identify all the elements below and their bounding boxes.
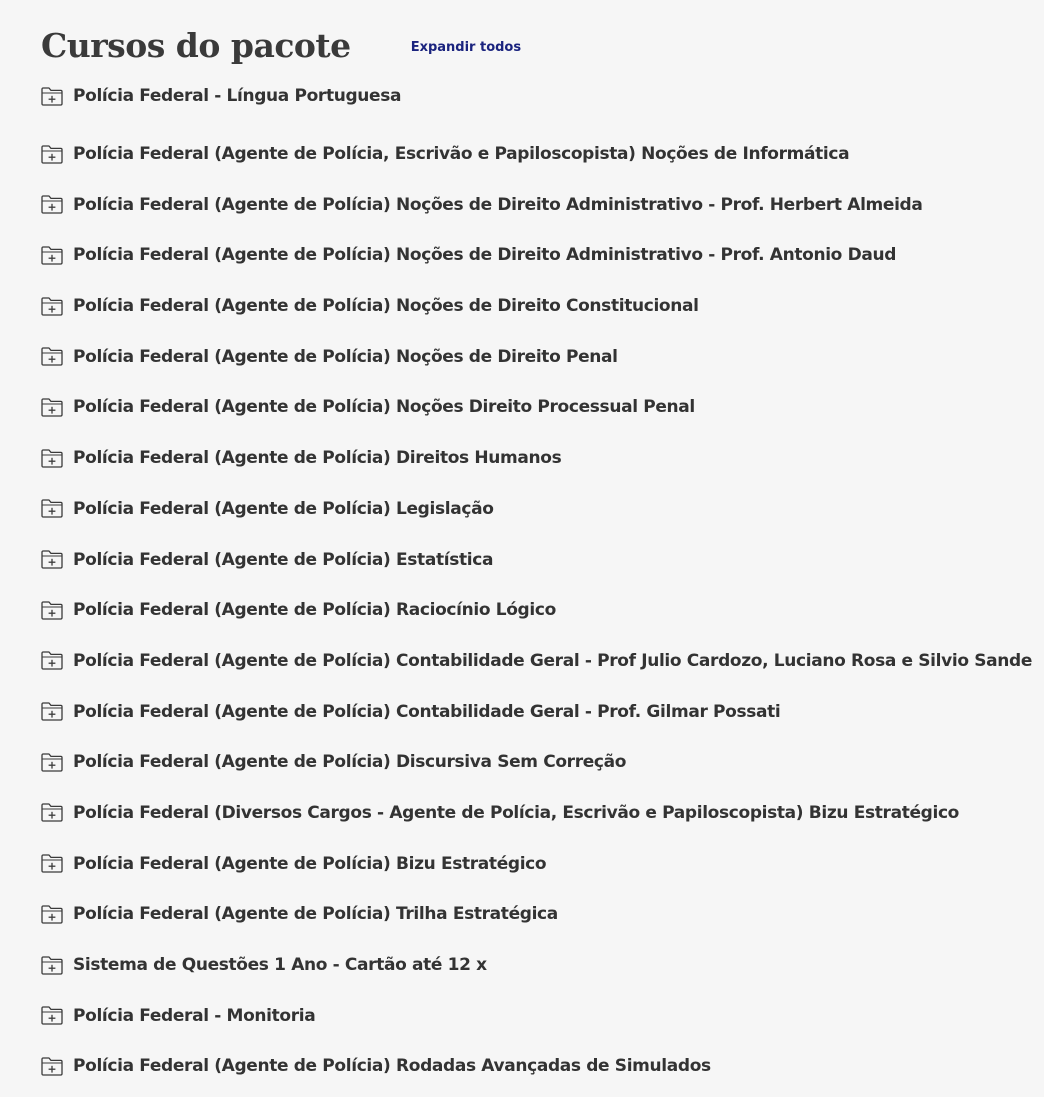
folder-plus-icon[interactable] (41, 1057, 63, 1076)
folder-plus-icon[interactable] (41, 145, 63, 164)
course-item[interactable] (41, 281, 1044, 332)
course-title[interactable]: Polícia Federal (Agente de Polícia) Noções Direito Processual Penal (73, 397, 695, 418)
folder-plus-icon[interactable] (41, 753, 63, 772)
course-item[interactable] (41, 179, 1044, 230)
section-header (41, 24, 1044, 68)
folder-plus-icon[interactable] (41, 803, 63, 822)
course-item[interactable] (41, 686, 1044, 737)
course-title[interactable]: Polícia Federal (Agente de Polícia) Trilha Estratégica (73, 904, 558, 925)
folder-plus-icon[interactable] (41, 347, 63, 366)
course-title[interactable]: Polícia Federal (Agente de Polícia) Bizu Estratégico (73, 853, 547, 874)
course-item[interactable] (41, 534, 1044, 585)
course-title[interactable]: Polícia Federal (Agente de Polícia) Noções de Direito Administrativo - Prof. Antonio Daud (73, 245, 897, 266)
course-title[interactable]: Polícia Federal (Agente de Polícia) Estatística (73, 549, 494, 570)
course-item[interactable] (41, 78, 1044, 114)
page-title: Cursos do pacote (41, 26, 351, 65)
folder-plus-icon[interactable] (41, 195, 63, 214)
folder-plus-icon[interactable] (41, 905, 63, 924)
course-title[interactable]: Polícia Federal - Língua Portuguesa (73, 86, 402, 106)
folder-plus-icon[interactable] (41, 398, 63, 417)
course-list (41, 78, 1044, 1092)
course-item[interactable] (41, 636, 1044, 687)
folder-plus-icon[interactable] (41, 854, 63, 873)
folder-plus-icon[interactable] (41, 601, 63, 620)
course-title[interactable]: Polícia Federal (Agente de Polícia) Contabilidade Geral - Prof. Gilmar Possati (73, 701, 781, 722)
course-title[interactable]: Polícia Federal (Agente de Polícia) Raciocínio Lógico (73, 600, 556, 621)
course-title[interactable]: Polícia Federal (Diversos Cargos - Agente de Polícia, Escrivão e Papiloscopista) Bizu Estratégico (73, 802, 960, 823)
course-item[interactable] (41, 382, 1044, 433)
course-item[interactable] (41, 230, 1044, 281)
folder-plus-icon[interactable] (41, 956, 63, 975)
course-item[interactable] (41, 331, 1044, 382)
course-item[interactable] (41, 129, 1044, 180)
course-item[interactable] (41, 484, 1044, 535)
course-title[interactable]: Sistema de Questões 1 Ano - Cartão até 12 x (73, 955, 487, 976)
course-item[interactable] (41, 889, 1044, 940)
course-title[interactable]: Polícia Federal (Agente de Polícia) Noções de Direito Constitucional (73, 296, 699, 317)
course-title[interactable]: Polícia Federal (Agente de Polícia) Noções de Direito Penal (73, 346, 618, 367)
folder-plus-icon[interactable] (41, 246, 63, 265)
course-item[interactable] (41, 940, 1044, 991)
course-title[interactable]: Polícia Federal (Agente de Polícia) Direitos Humanos (73, 448, 562, 469)
course-item[interactable] (41, 838, 1044, 889)
folder-plus-icon[interactable] (41, 1006, 63, 1025)
course-title[interactable]: Polícia Federal (Agente de Polícia) Legislação (73, 498, 494, 519)
expand-all-link[interactable]: Expandir todos (410, 40, 522, 55)
course-title[interactable]: Polícia Federal (Agente de Polícia, Escrivão e Papiloscopista) Noções de Informática (73, 144, 850, 165)
course-title[interactable]: Polícia Federal (Agente de Polícia) Discursiva Sem Correção (73, 752, 627, 773)
course-title[interactable]: Polícia Federal (Agente de Polícia) Rodadas Avançadas de Simulados (73, 1056, 711, 1077)
folder-plus-icon[interactable] (41, 297, 63, 316)
course-item[interactable] (41, 990, 1044, 1041)
course-item[interactable] (41, 585, 1044, 636)
course-title[interactable]: Polícia Federal (Agente de Polícia) Noções de Direito Administrativo - Prof. Herbert Almeida (73, 194, 923, 215)
folder-plus-icon[interactable] (41, 651, 63, 670)
course-title[interactable]: Polícia Federal (Agente de Polícia) Contabilidade Geral - Prof Julio Cardozo, Luciano Rosa e Silvio Sande (73, 650, 1032, 671)
course-item[interactable] (41, 433, 1044, 484)
course-item[interactable] (41, 788, 1044, 839)
course-item[interactable] (41, 1041, 1044, 1092)
course-title[interactable]: Polícia Federal - Monitoria (73, 1005, 316, 1026)
folder-plus-icon[interactable] (41, 499, 63, 518)
course-item[interactable] (41, 737, 1044, 788)
folder-plus-icon[interactable] (41, 449, 63, 468)
folder-plus-icon[interactable] (41, 550, 63, 569)
folder-plus-icon[interactable] (41, 87, 63, 106)
folder-plus-icon[interactable] (41, 702, 63, 721)
